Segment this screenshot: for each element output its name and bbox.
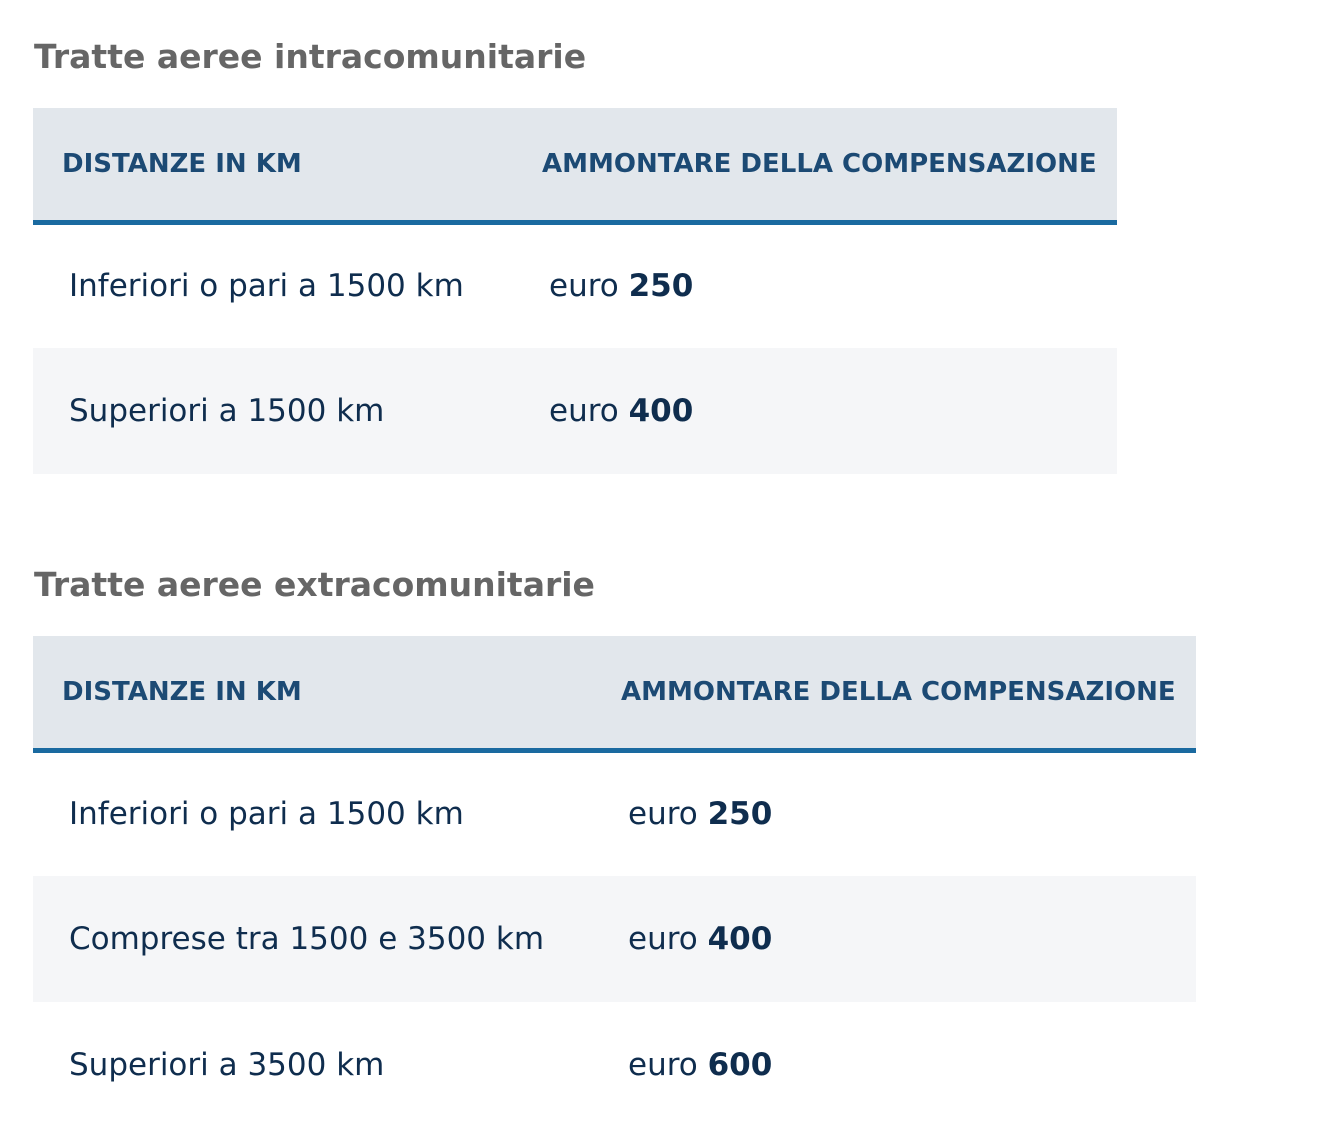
amount-value: 400 xyxy=(707,921,773,957)
cell-amount xyxy=(591,876,1196,1002)
header-amount: AMMONTARE DELLA COMPENSAZIONE xyxy=(591,636,1196,750)
table-header-row xyxy=(33,636,1196,750)
table-row xyxy=(33,348,1117,474)
cell-amount xyxy=(591,750,1196,876)
section-title-intracomunitarie: Tratte aeree intracomunitarie xyxy=(34,37,587,76)
cell-distance: Inferiori o pari a 1500 km xyxy=(69,796,464,833)
header-amount: AMMONTARE DELLA COMPENSAZIONE xyxy=(512,108,1117,222)
cell-distance: Superiori a 1500 km xyxy=(33,348,512,474)
cell-distance: Comprese tra 1500 e 3500 km xyxy=(33,876,591,1002)
header-distance: DISTANZE IN KM xyxy=(33,636,591,750)
compensation-table-extracomunitarie xyxy=(33,636,1196,1128)
section-title-extracomunitarie: Tratte aeree extracomunitarie xyxy=(34,565,595,604)
amount-value: 250 xyxy=(628,268,694,305)
currency-label: euro xyxy=(628,1047,698,1083)
amount-value: 600 xyxy=(707,1047,773,1083)
cell-distance: Superiori a 3500 km xyxy=(69,1047,385,1083)
currency-label: euro xyxy=(628,796,698,833)
currency-label: euro xyxy=(549,393,619,429)
table-row xyxy=(33,1002,1196,1128)
cell-amount xyxy=(591,1002,1196,1128)
table-row xyxy=(33,222,1117,348)
amount-value: 400 xyxy=(628,393,694,429)
currency-label: euro xyxy=(549,268,619,305)
cell-distance: Inferiori o pari a 1500 km xyxy=(69,268,464,305)
cell-amount xyxy=(512,222,1117,348)
currency-label: euro xyxy=(628,921,698,957)
cell-amount xyxy=(512,348,1117,474)
amount-value: 250 xyxy=(707,796,773,833)
table-row xyxy=(33,750,1196,876)
header-distance: DISTANZE IN KM xyxy=(33,108,512,222)
compensation-table-intracomunitarie xyxy=(33,108,1117,474)
table-header-row xyxy=(33,108,1117,222)
table-row xyxy=(33,876,1196,1002)
